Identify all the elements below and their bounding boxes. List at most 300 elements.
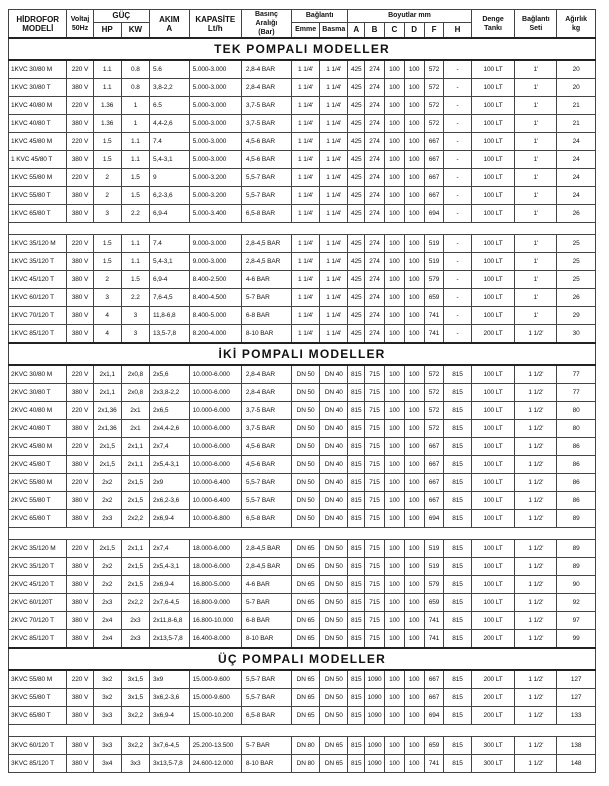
table-cell: 2x7,4 [149,438,189,456]
table-cell: 24.600-12.000 [189,755,241,773]
table-cell: 3x4 [93,755,121,773]
section-header [9,648,596,670]
table-cell: 815 [444,594,471,612]
table-cell: 100 [384,60,404,79]
table-cell: 200 LT [471,670,515,689]
table-cell: 380 V [67,737,93,755]
table-cell: 579 [424,271,444,289]
table-cell: 100 [384,737,404,755]
table-cell: 92 [557,594,596,612]
table-cell: 715 [365,456,385,474]
table-cell: 20 [557,79,596,97]
table-cell: 2x9 [149,474,189,492]
table-cell: 1 1/4' [320,169,348,187]
header-guc: GÜÇ [93,10,149,23]
table-cell: 1.5 [93,151,121,169]
table-cell: 274 [365,151,385,169]
table-cell: DN 50 [292,492,320,510]
table-cell: 5.000-3.200 [189,169,241,187]
table-cell: 425 [348,325,365,344]
table-cell: 25 [557,235,596,253]
table-cell: 815 [348,670,365,689]
table-cell: 274 [365,253,385,271]
table-cell: 1 1/4' [320,325,348,344]
table-cell: 133 [557,707,596,725]
header-akim-line2: A [166,23,173,33]
table-cell: 1 1/4' [320,187,348,205]
table-cell: 3 [121,325,149,344]
group-spacer-cell [9,725,596,737]
table-cell: 100 LT [471,612,515,630]
table-cell: - [444,115,471,133]
table-cell: 5-7 BAR [241,737,291,755]
table-cell: 2,8-4,5 BAR [241,540,291,558]
table-cell: 815 [348,402,365,420]
table-cell: 8-10 BAR [241,755,291,773]
table-cell: 100 [404,594,424,612]
table-cell: 5,5-7 BAR [241,670,291,689]
table-cell: 100 LT [471,384,515,402]
table-cell: 380 V [67,187,93,205]
table-cell: 1 1/4' [292,60,320,79]
table-cell: 1 1/4' [320,151,348,169]
table-cell: 100 LT [471,115,515,133]
table-cell: 815 [348,365,365,384]
table-cell: 89 [557,510,596,528]
group-spacer-cell [9,223,596,235]
table-cell: 0.8 [121,60,149,79]
table-row [9,365,596,384]
table-cell: 29 [557,307,596,325]
table-cell: 1 1/4' [292,115,320,133]
header-basinc-line2: Aralığı [255,20,278,27]
table-row [9,384,596,402]
table-cell: 127 [557,689,596,707]
table-cell: 1 1/2' [515,420,557,438]
table-cell: 1 1/4' [320,60,348,79]
table-cell: 99 [557,630,596,649]
table-cell: 13,5-7,8 [149,325,189,344]
header-b: B [365,22,385,38]
section-title: TEK POMPALI MODELLER [9,38,596,60]
table-cell: DN 65 [320,755,348,773]
table-cell: 2KVC 35/120 M [9,540,67,558]
table-cell: 100 [404,612,424,630]
table-cell: 3KVC 55/80 M [9,670,67,689]
table-cell: 572 [424,384,444,402]
table-cell: 2x1,36 [93,420,121,438]
table-cell: - [444,169,471,187]
table-row [9,325,596,344]
table-cell: 1.5 [121,169,149,187]
table-cell: 815 [348,384,365,402]
table-cell: 2KVC 35/120 T [9,558,67,576]
table-cell: DN 65 [292,689,320,707]
table-cell: 100 [384,670,404,689]
table-cell: 1KVC 55/80 T [9,187,67,205]
table-cell: 100 LT [471,97,515,115]
table-cell: 425 [348,151,365,169]
table-cell: 3,7-5 BAR [241,97,291,115]
table-cell: 659 [424,594,444,612]
table-cell: 1' [515,253,557,271]
table-cell: 2x7,6-4,5 [149,594,189,612]
table-cell: 100 [384,271,404,289]
table-cell: 2,8-4,5 BAR [241,253,291,271]
table-cell: 100 [404,60,424,79]
table-cell: DN 40 [320,384,348,402]
table-cell: 220 V [67,402,93,420]
table-cell: 90 [557,576,596,594]
table-cell: 1 1/2' [515,670,557,689]
table-cell: 667 [424,151,444,169]
header-baglanti: Bağlantı [292,10,348,23]
table-cell: 5,5-7 BAR [241,492,291,510]
table-cell: - [444,325,471,344]
table-cell: 100 [384,492,404,510]
table-cell: 1' [515,151,557,169]
table-cell: 1' [515,235,557,253]
table-cell: DN 80 [292,737,320,755]
table-cell: 5,4-3,1 [149,151,189,169]
table-cell: DN 65 [292,540,320,558]
table-cell: 100 LT [471,540,515,558]
table-cell: 1' [515,205,557,223]
table-cell: - [444,271,471,289]
table-cell: 815 [348,612,365,630]
table-cell: 26 [557,289,596,307]
table-cell: 100 [384,151,404,169]
table-cell: 274 [365,307,385,325]
table-cell: 1 1/4' [320,235,348,253]
table-row [9,115,596,133]
table-cell: DN 50 [320,576,348,594]
table-cell: 2x3 [93,510,121,528]
table-row [9,420,596,438]
header-kw: KW [121,22,149,38]
table-cell: 1KVC 40/80 M [9,97,67,115]
table-cell: 21 [557,97,596,115]
table-cell: 274 [365,169,385,187]
table-cell: 100 [384,438,404,456]
table-cell: DN 40 [320,420,348,438]
table-cell: 380 V [67,612,93,630]
header-akim [149,10,189,39]
table-cell: 1KVC 35/120 M [9,235,67,253]
table-cell: 380 V [67,492,93,510]
section-header [9,38,596,60]
table-row [9,151,596,169]
table-cell: 1 1/2' [515,594,557,612]
table-cell: 2x2 [93,558,121,576]
table-row [9,594,596,612]
table-cell: 100 [384,420,404,438]
table-cell: 274 [365,205,385,223]
table-cell: DN 50 [292,420,320,438]
table-row [9,492,596,510]
table-row [9,630,596,649]
table-row [9,612,596,630]
table-cell: 100 LT [471,576,515,594]
table-cell: 815 [348,737,365,755]
table-cell: 1.1 [93,60,121,79]
table-cell: 6,5-8 BAR [241,510,291,528]
table-cell: 3KVC 55/80 T [9,689,67,707]
table-cell: 220 V [67,60,93,79]
table-cell: 380 V [67,253,93,271]
table-cell: 2 [93,169,121,187]
table-cell: 425 [348,271,365,289]
table-row [9,79,596,97]
table-cell: 274 [365,271,385,289]
table-cell: 667 [424,187,444,205]
table-cell: 815 [444,612,471,630]
table-cell: 2x6,9-4 [149,510,189,528]
table-cell: 100 [384,97,404,115]
table-row [9,253,596,271]
table-cell: 425 [348,307,365,325]
table-cell: 741 [424,630,444,649]
table-cell: 100 [404,630,424,649]
table-cell: 380 V [67,576,93,594]
table-cell: 1.5 [121,187,149,205]
table-cell: 1KVC 60/120 T [9,289,67,307]
table-cell: 100 [384,612,404,630]
table-cell: 4,5-6 BAR [241,151,291,169]
table-cell: 2KVC 30/80 T [9,384,67,402]
table-body [9,38,596,773]
table-cell: 86 [557,492,596,510]
table-cell: 220 V [67,97,93,115]
table-cell: 16.800-10.000 [189,612,241,630]
table-cell: 100 [404,707,424,725]
table-cell: 1KVC 65/80 T [9,205,67,223]
table-cell: 24 [557,133,596,151]
table-cell: 3x2,2 [121,737,149,755]
table-cell: 815 [348,474,365,492]
header-agirlik [557,10,596,39]
table-cell: 741 [424,612,444,630]
header-model-line2: MODELİ [22,23,54,33]
table-cell: 2x1,5 [93,456,121,474]
table-cell: 100 LT [471,253,515,271]
table-cell: 1 1/4' [292,169,320,187]
table-cell: 694 [424,707,444,725]
table-cell: 100 [404,253,424,271]
table-cell: DN 50 [292,474,320,492]
table-cell: 1 1/2' [515,402,557,420]
table-cell: 10.000-6.800 [189,510,241,528]
table-cell: 3x1,5 [121,689,149,707]
table-cell: 16.400-8.000 [189,630,241,649]
table-cell: 815 [348,438,365,456]
table-cell: 100 LT [471,79,515,97]
table-cell: 1 KVC 45/80 T [9,151,67,169]
table-cell: 815 [348,594,365,612]
header-seti-line2: Seti [529,24,543,32]
table-cell: 2x1,1 [121,456,149,474]
table-cell: 97 [557,612,596,630]
table-row [9,576,596,594]
header-model-line1: HİDROFOR [16,14,60,24]
table-cell: 5,5-7 BAR [241,689,291,707]
table-cell: 2.2 [121,289,149,307]
table-cell: 0.8 [121,79,149,97]
table-cell: 815 [348,492,365,510]
table-cell: DN 65 [320,737,348,755]
table-cell: 1 1/4' [292,325,320,344]
table-row [9,737,596,755]
table-cell: 1 1/2' [515,438,557,456]
header-voltaj-line1: Voltaj [70,15,90,23]
header-seti-line1: Bağlantı [522,15,550,23]
table-cell: 2x1,5 [93,540,121,558]
table-cell: 815 [444,558,471,576]
table-cell: 380 V [67,205,93,223]
table-cell: 100 [384,707,404,725]
table-cell: 1090 [365,707,385,725]
table-cell: DN 40 [320,365,348,384]
table-cell: 2KVC 40/80 M [9,402,67,420]
table-cell: 2,8-4,5 BAR [241,558,291,576]
table-cell: DN 50 [292,365,320,384]
table-cell: 2x1,36 [93,402,121,420]
header-hp: HP [93,22,121,38]
table-cell: 3,8-2,2 [149,79,189,97]
table-cell: 425 [348,187,365,205]
table-cell: 2x3 [121,630,149,649]
table-cell: 715 [365,510,385,528]
table-cell: 3x3 [93,707,121,725]
table-cell: 10.000-6.400 [189,492,241,510]
table-row [9,133,596,151]
table-cell: 2x5,4-3,1 [149,558,189,576]
table-cell: 18.000-6.000 [189,540,241,558]
table-cell: 2x6,5 [149,402,189,420]
table-cell: 6,2-3,6 [149,187,189,205]
table-cell: 1 1/4' [292,289,320,307]
table-cell: 20 [557,60,596,79]
table-cell: 3x6,9-4 [149,707,189,725]
table-cell: DN 40 [320,492,348,510]
table-cell: 8.400-5.000 [189,307,241,325]
table-cell: 1 1/4' [320,133,348,151]
table-cell: 1 1/2' [515,510,557,528]
table-cell: 100 [404,289,424,307]
table-cell: 100 [404,689,424,707]
table-cell: 1.5 [93,133,121,151]
table-cell: 1 1/4' [320,79,348,97]
table-cell: 100 [384,384,404,402]
table-cell: 3x9 [149,670,189,689]
table-cell: 815 [348,456,365,474]
group-spacer [9,725,596,737]
table-cell: 815 [444,576,471,594]
table-cell: 6,5-8 BAR [241,707,291,725]
table-cell: 815 [444,540,471,558]
group-spacer [9,223,596,235]
table-cell: 100 LT [471,365,515,384]
table-cell: 1KVC 85/120 T [9,325,67,344]
table-cell: 1KVC 30/80 T [9,79,67,97]
table-cell: 2x1,1 [121,540,149,558]
table-cell: 5-7 BAR [241,289,291,307]
table-cell: 100 [404,365,424,384]
table-cell: 1.5 [93,253,121,271]
header-d: D [404,22,424,38]
table-cell: 100 LT [471,492,515,510]
table-cell: 741 [424,325,444,344]
table-cell: 6-8 BAR [241,307,291,325]
table-cell: 16.800-5.000 [189,576,241,594]
table-cell: 815 [444,510,471,528]
table-cell: 572 [424,420,444,438]
table-cell: 715 [365,384,385,402]
table-cell: 1 1/4' [320,115,348,133]
table-cell: 10.000-6.000 [189,438,241,456]
table-cell: 1 1/2' [515,365,557,384]
table-row [9,670,596,689]
table-cell: DN 40 [320,402,348,420]
table-row [9,438,596,456]
table-cell: 8.200-4.000 [189,325,241,344]
table-cell: 5.6 [149,60,189,79]
table-cell: 1 1/4' [292,271,320,289]
table-cell: 3,7-5 BAR [241,402,291,420]
table-cell: 274 [365,187,385,205]
table-cell: 4-6 BAR [241,576,291,594]
table-cell: 24 [557,169,596,187]
table-cell: 100 [404,438,424,456]
table-cell: 741 [424,755,444,773]
table-cell: 2x1,5 [93,438,121,456]
table-cell: 1 1/2' [515,474,557,492]
table-cell: 1 1/4' [320,307,348,325]
table-cell: 220 V [67,540,93,558]
header-agirlik-line1: Ağırlık [565,15,588,23]
table-cell: DN 40 [320,474,348,492]
table-cell: 1' [515,169,557,187]
table-cell: 274 [365,115,385,133]
table-cell: 1KVC 45/80 M [9,133,67,151]
table-cell: 815 [444,689,471,707]
table-cell: - [444,133,471,151]
table-cell: 1 1/4' [320,205,348,223]
table-cell: 815 [444,707,471,725]
table-cell: 1 1/4' [320,97,348,115]
table-cell: 1' [515,60,557,79]
table-cell: 100 [404,271,424,289]
table-cell: - [444,60,471,79]
table-cell: 2x4,4-2,6 [149,420,189,438]
table-cell: 15.000-10.200 [189,707,241,725]
table-cell: 659 [424,289,444,307]
table-cell: 815 [444,402,471,420]
table-cell: 220 V [67,670,93,689]
table-cell: 1 1/4' [292,79,320,97]
table-cell: 380 V [67,707,93,725]
table-cell: 100 LT [471,558,515,576]
table-cell: 4-6 BAR [241,271,291,289]
header-c: C [384,22,404,38]
table-cell: 5.000-3.000 [189,60,241,79]
table-cell: 1 1/2' [515,384,557,402]
table-cell: 1 1/4' [292,307,320,325]
table-cell: 815 [348,510,365,528]
table-row [9,169,596,187]
header-denge [471,10,515,39]
table-cell: 100 [384,456,404,474]
